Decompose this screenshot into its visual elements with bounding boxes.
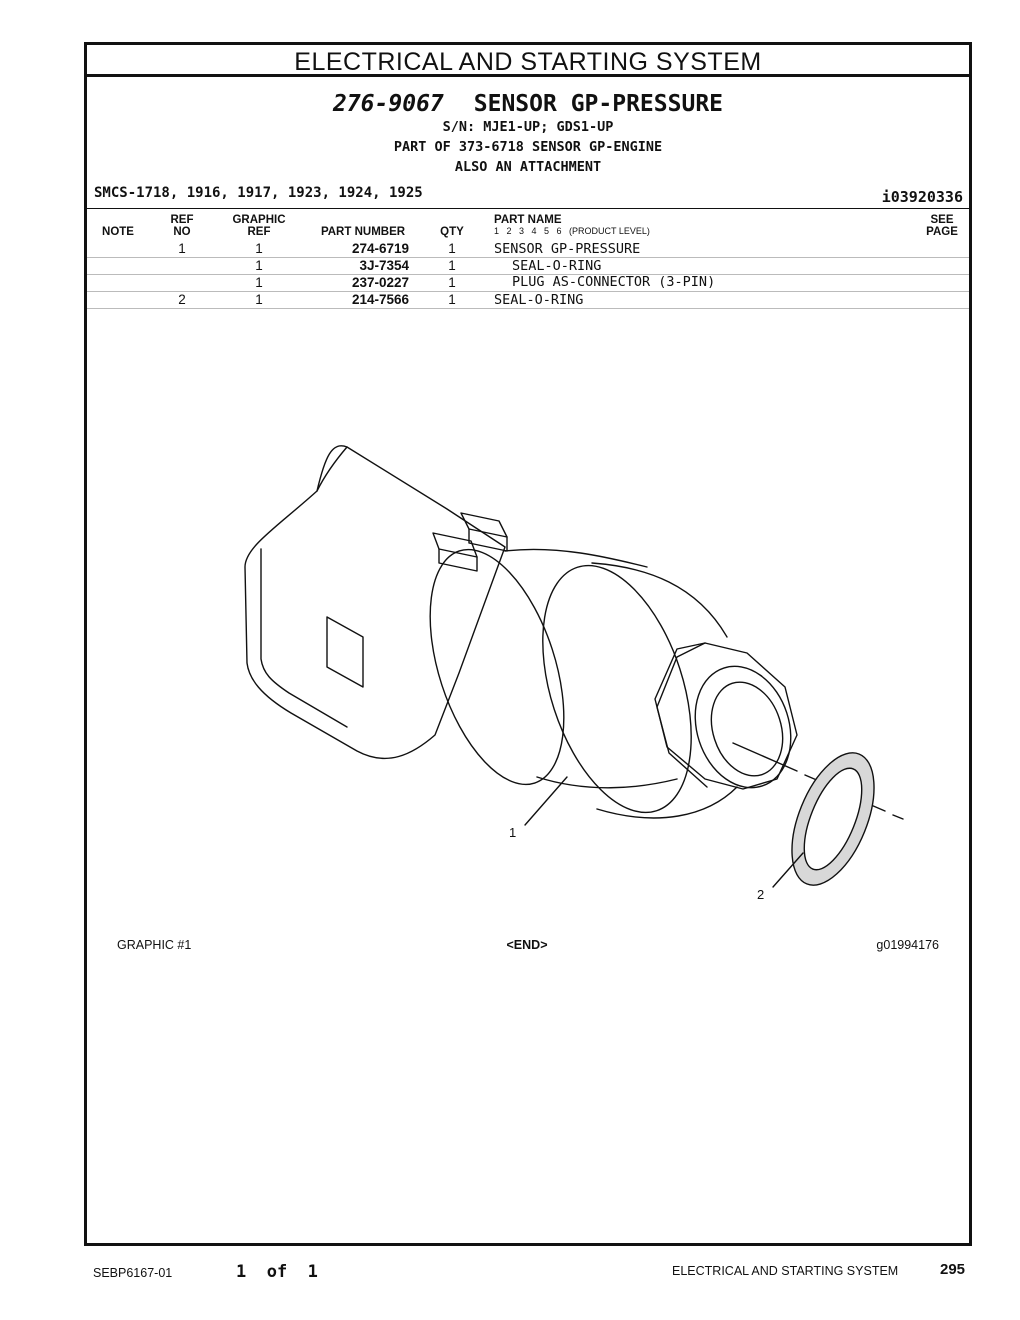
connector-recess [327, 617, 363, 687]
group-name: SENSOR GP-PRESSURE [473, 91, 724, 117]
col-qty: QTY [440, 226, 464, 238]
table-top-rule [87, 208, 969, 209]
group-heading [87, 91, 969, 117]
row-part-number: 3J-7354 [359, 258, 409, 273]
body-top-edge [592, 563, 727, 637]
col-see-page-bottom: PAGE [926, 226, 958, 238]
col-graphic-ref-bottom: REF [247, 226, 271, 238]
row-part-number: 274-6719 [351, 241, 409, 256]
graphic-caption-right: g01994176 [876, 938, 939, 952]
smcs-codes: SMCS-1718, 1916, 1917, 1923, 1924, 1925 [94, 185, 423, 201]
graphic-caption-center: <END> [506, 938, 548, 952]
col-part-name: PART NAME [494, 214, 562, 226]
col-graphic-ref-top: GRAPHIC [232, 214, 286, 226]
row-part-name: SEAL-O-RING [494, 292, 584, 308]
row-graphic-ref: 1 [255, 275, 263, 290]
body-bottom-edge [597, 787, 737, 818]
col-note: NOTE [102, 226, 134, 238]
row-divider [87, 308, 969, 309]
collar-bottom [537, 777, 677, 788]
part-of-line: PART OF 373-6718 SENSOR GP-ENGINE [393, 139, 663, 155]
row-ref-no: 1 [178, 241, 186, 256]
doc-number: SEBP6167-01 [93, 1266, 173, 1280]
row-part-number: 237-0227 [351, 275, 409, 290]
row-part-name: SENSOR GP-PRESSURE [494, 241, 641, 257]
page-number: 295 [940, 1261, 966, 1278]
collar-top [505, 549, 647, 567]
connector-inner-edge [261, 549, 347, 727]
footer-section: ELECTRICAL AND STARTING SYSTEM [672, 1264, 899, 1278]
attachment-line: ALSO AN ATTACHMENT [454, 159, 602, 175]
connector-housing [245, 446, 505, 759]
row-qty: 1 [448, 292, 456, 307]
body-cylinder [515, 547, 720, 831]
collar-front [404, 533, 590, 801]
page-of: 1 of 1 [236, 1262, 318, 1282]
hex-fitting [655, 643, 797, 789]
callout-2-label: 2 [757, 887, 765, 902]
row-part-name: PLUG AS-CONNECTOR (3-PIN) [512, 274, 716, 290]
serial-range: S/N: MJE1-UP; GDS1-UP [442, 119, 614, 135]
row-qty: 1 [448, 258, 456, 273]
illustration-id: i03920336 [881, 188, 963, 206]
row-graphic-ref: 1 [255, 241, 263, 256]
col-ref-no-bottom: NO [173, 226, 191, 238]
hex-fitting-edge [657, 643, 707, 787]
col-part-number: PART NUMBER [320, 226, 406, 238]
row-ref-no: 2 [178, 292, 186, 307]
row-graphic-ref: 1 [255, 258, 263, 273]
connector-top-edge [317, 447, 347, 491]
col-ref-no-top: REF [170, 214, 194, 226]
group-number: 276-9067 [332, 91, 444, 117]
row-graphic-ref: 1 [255, 292, 263, 307]
sensor-illustration [237, 417, 957, 917]
row-qty: 1 [448, 241, 456, 256]
callout-1-label: 1 [509, 825, 517, 840]
row-qty: 1 [448, 275, 456, 290]
col-product-levels: 1 2 3 4 5 6 (PRODUCT LEVEL) [494, 226, 650, 236]
port-opening [680, 654, 806, 800]
col-see-page-top: SEE [930, 214, 954, 226]
system-title: ELECTRICAL AND STARTING SYSTEM [87, 45, 969, 77]
page-frame [84, 42, 972, 1246]
row-part-name: SEAL-O-RING [512, 258, 602, 274]
graphic-caption-left: GRAPHIC #1 [117, 938, 192, 952]
row-part-number: 214-7566 [351, 292, 409, 307]
